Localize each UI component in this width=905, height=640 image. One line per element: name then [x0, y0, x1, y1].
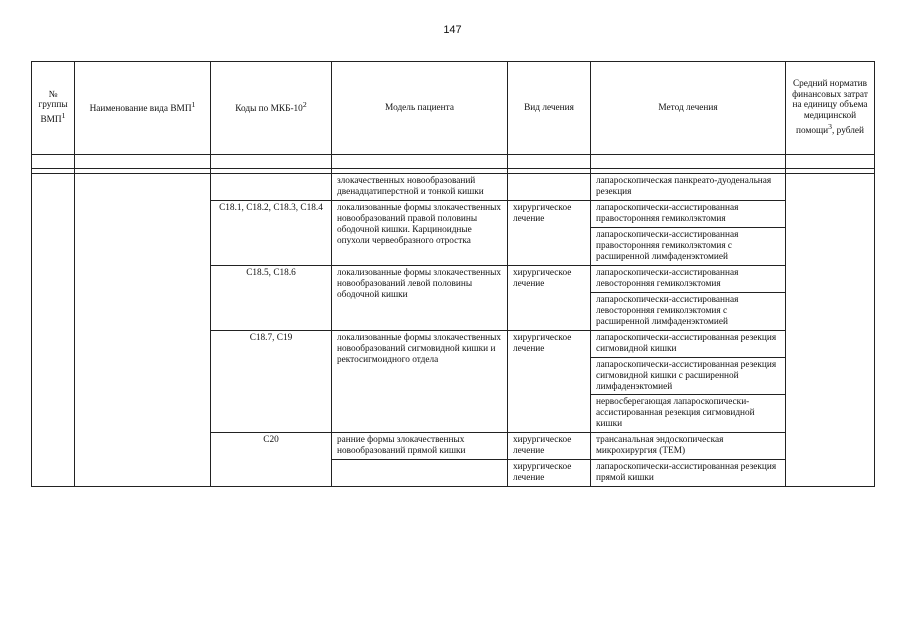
header-cost-norm: Средний норматив финансовых затрат на единицу объема медицинской помощи$^3$, рублей	[786, 62, 875, 155]
group-no-cell	[32, 174, 75, 487]
header-row	[32, 62, 875, 155]
treatment-method-cell: трансанальная эндоскопическая микрохирургия (ТЕМ)	[591, 433, 786, 460]
icd-codes-cell	[211, 174, 332, 201]
treatment-method-cell: лапароскопически-ассистированная правосторонняя гемиколэктомия с расширенной лимфаденэктомией	[591, 227, 786, 265]
icd-codes-cell: C20	[211, 433, 332, 487]
cost-norm-cell	[786, 174, 875, 487]
patient-model-cell: локализованные формы злокачественных новообразований сигмовидной кишки и ректосигмоидного отдела	[332, 330, 508, 433]
header-icd-codes: Коды по МКБ-$10^2$	[211, 62, 332, 155]
treatment-type-cell	[508, 174, 591, 201]
treatment-type-cell: хирургическое лечение	[508, 460, 591, 487]
header-treatment-method: Метод лечения	[591, 62, 786, 155]
treatment-type-cell: хирургическое лечение	[508, 265, 591, 330]
treatment-type-cell: хирургическое лечение	[508, 433, 591, 460]
header-vmp-name: Наименование вида ВМП$^1$	[75, 62, 211, 155]
table-row	[32, 174, 875, 201]
treatment-method-cell: лапароскопически-ассистированная резекция прямой кишки	[591, 460, 786, 487]
treatment-method-cell: лапароскопически-ассистированная резекция сигмовидной кишки с расширенной лимфаденэктомией	[591, 357, 786, 395]
header-group-no: № группы ВМП$^1$	[32, 62, 75, 155]
treatment-method-cell: лапароскопически-ассистированная левосторонняя гемиколэктомия	[591, 265, 786, 292]
patient-model-cell: ранние формы злокачественных новообразований прямой кишки	[332, 433, 508, 460]
vmp-table	[31, 61, 875, 487]
vmp-name-cell	[75, 174, 211, 487]
treatment-type-cell: хирургическое лечение	[508, 330, 591, 433]
patient-model-cell: злокачественных новообразований двенадцатиперстной и тонкой кишки	[332, 174, 508, 201]
patient-model-cell	[332, 460, 508, 487]
treatment-type-cell: хирургическое лечение	[508, 200, 591, 265]
treatment-method-cell: лапароскопическая панкреато-дуоденальная резекция	[591, 174, 786, 201]
header-patient-model: Модель пациента	[332, 62, 508, 155]
page-number: 147	[443, 24, 462, 36]
patient-model-cell: локализованные формы злокачественных новообразований левой половины ободочной кишки	[332, 265, 508, 330]
icd-codes-cell: C18.1, C18.2, C18.3, C18.4	[211, 200, 332, 265]
treatment-method-cell: лапароскопически-ассистированная резекция сигмовидной кишки	[591, 330, 786, 357]
blank-row	[32, 155, 875, 169]
treatment-method-cell: лапароскопически-ассистированная правосторонняя гемиколэктомия	[591, 200, 786, 227]
icd-codes-cell: C18.5, C18.6	[211, 265, 332, 330]
icd-codes-cell: C18.7, C19	[211, 330, 332, 433]
treatment-method-cell: лапароскопически-ассистированная левосторонняя гемиколэктомия с расширенной лимфаденэктомией	[591, 292, 786, 330]
header-treatment-type: Вид лечения	[508, 62, 591, 155]
patient-model-cell: локализованные формы злокачественных новообразований правой половины ободочной кишки. Карциноидные опухоли червеобразного отростка	[332, 200, 508, 265]
treatment-method-cell: нервосберегающая лапароскопически-ассистированная резекция сигмовидной кишки	[591, 395, 786, 433]
